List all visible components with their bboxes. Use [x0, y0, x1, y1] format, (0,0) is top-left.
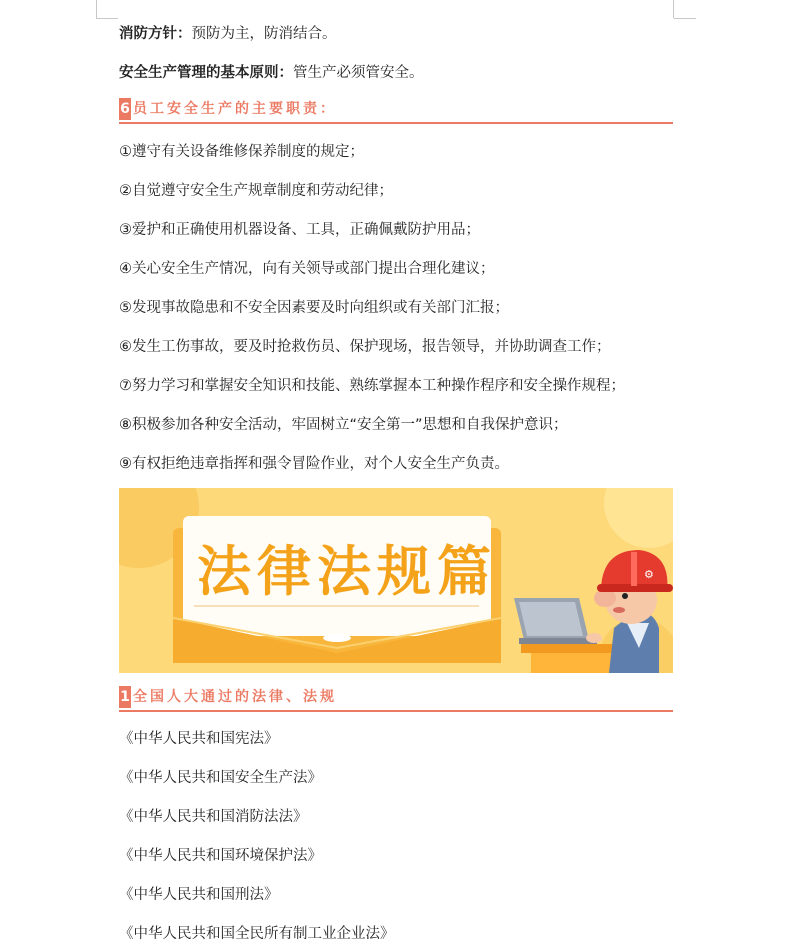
- duty-item: ④关心安全生产情况，向有关领导或部门提出合理化建议；: [119, 261, 495, 277]
- section-number: 6: [119, 98, 131, 120]
- section-title: 员工安全生产的主要职责：: [133, 101, 337, 117]
- section-heading-6: [119, 98, 673, 124]
- section-number: 1: [119, 686, 131, 708]
- duty-item: ①遵守有关设备维修保养制度的规定；: [119, 144, 364, 160]
- crop-mark-right-v: [673, 0, 674, 18]
- duty-item: ③爱护和正确使用机器设备、工具，正确佩戴防护用品；: [119, 222, 480, 238]
- intro-label: 安全生产管理的基本原则：: [119, 65, 293, 81]
- intro-text: 预防为主，防消结合。: [191, 26, 337, 42]
- crop-mark-right-h: [674, 18, 696, 19]
- intro-text: 管生产必须管安全。: [293, 65, 424, 81]
- svg-text:⚙: ⚙: [644, 568, 654, 581]
- duty-item: ⑤发现事故隐患和不安全因素要及时向组织或有关部门汇报；: [119, 300, 509, 316]
- section-title: 全国人大通过的法律、法规: [133, 689, 337, 705]
- duty-item: ⑧积极参加各种安全活动，牢固树立“安全第一”思想和自我保护意识；: [119, 417, 568, 433]
- intro-line-safety-principle: [119, 63, 424, 83]
- laws-banner: [119, 488, 673, 673]
- section-heading-1: [119, 686, 673, 712]
- duty-item: ⑨有权拒绝违章指挥和强令冒险作业，对个人安全生产负责。: [119, 456, 509, 472]
- duty-item: ⑥发生工伤事故，要及时抢救伤员、保护现场，报告领导，并协助调查工作；: [119, 339, 611, 355]
- crop-mark-left-h: [96, 18, 118, 19]
- duty-item: ⑦努力学习和掌握安全知识和技能、熟练掌握本工种操作程序和安全操作规程；: [119, 378, 625, 394]
- law-item: 《中华人民共和国全民所有制工业企业法》: [119, 926, 395, 942]
- crop-mark-left-v: [96, 0, 97, 18]
- banner-title: 法律法规篇: [197, 540, 497, 603]
- intro-label: 消防方针：: [119, 26, 192, 42]
- duty-item: ②自觉遵守安全生产规章制度和劳动纪律；: [119, 183, 393, 199]
- law-item: 《中华人民共和国消防法法》: [119, 809, 308, 825]
- law-item: 《中华人民共和国刑法》: [119, 887, 279, 903]
- law-item: 《中华人民共和国安全生产法》: [119, 770, 322, 786]
- intro-line-fire-policy: [119, 24, 337, 44]
- law-item: 《中华人民共和国环境保护法》: [119, 848, 322, 864]
- law-item: 《中华人民共和国宪法》: [119, 731, 279, 747]
